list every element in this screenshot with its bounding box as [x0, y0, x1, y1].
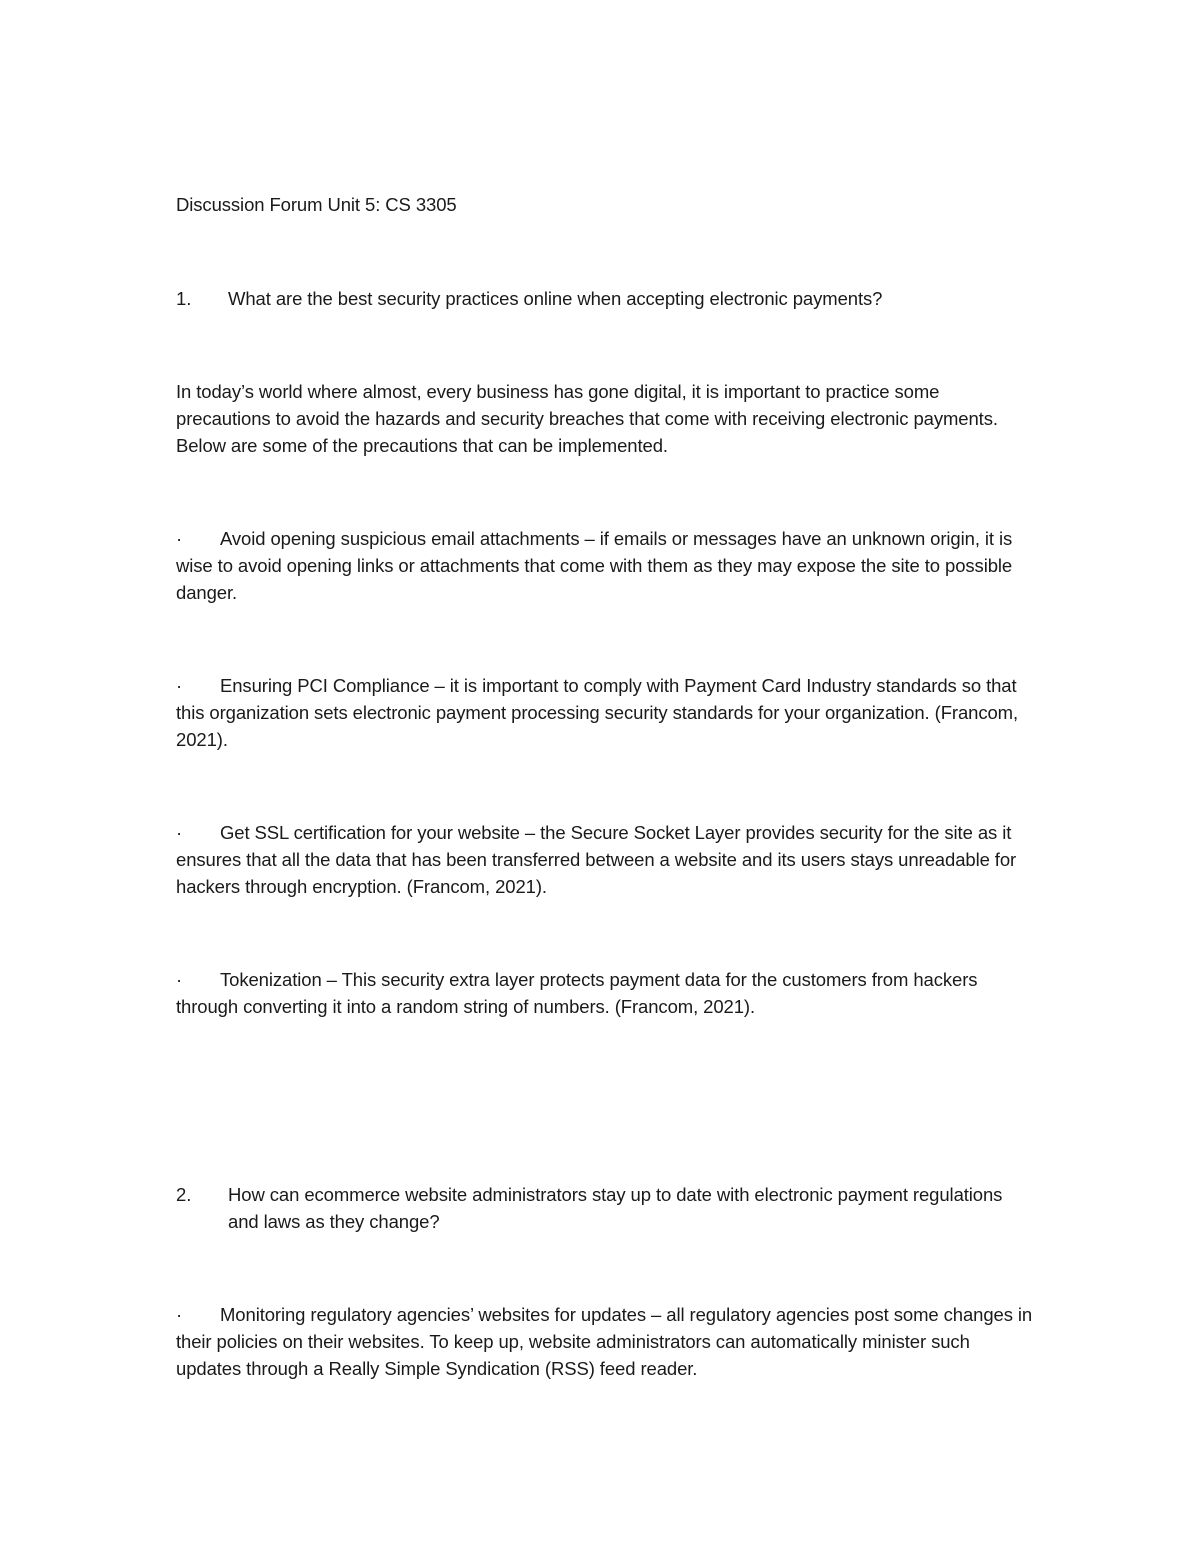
intro-paragraph: In today’s world where almost, every business has gone digital, it is important to practice some precautions to avoid the hazards and security breaches that come with receiving electronic payments. Below are some of the precautions that can be implemented.: [176, 381, 998, 456]
question-text: How can ecommerce website administrators stay up to date with electronic payment regulations and laws as they change?: [228, 1184, 1003, 1232]
document-title: Discussion Forum Unit 5: CS 3305: [176, 194, 457, 215]
bullet-icon: ·: [176, 822, 183, 843]
question-1: [176, 285, 1036, 312]
question-number: 1.: [176, 288, 192, 309]
bullet-text: Get SSL certification for your website – the Secure Socket Layer provides security for the site as it ensures that all the data that has been transferred between a website and its users stays unreadable for hackers through encryption. (Francom, 2021).: [176, 822, 1017, 897]
bullet-item: [176, 1301, 1036, 1382]
bullet-text: Ensuring PCI Compliance – it is important to comply with Payment Card Industry standards so that this organization sets electronic payment processing security standards for your organization. (Francom, 2021).: [176, 675, 1019, 750]
question-text: What are the best security practices online when accepting electronic payments?: [228, 288, 883, 309]
question-number: 2.: [176, 1184, 192, 1205]
bullet-item: [176, 672, 1036, 753]
bullet-icon: ·: [176, 969, 183, 990]
bullet-icon: ·: [176, 1304, 183, 1325]
bullet-item: [176, 525, 1036, 606]
question-2: [176, 1181, 1036, 1235]
bullet-text: Avoid opening suspicious email attachments – if emails or messages have an unknown origin, it is wise to avoid opening links or attachments that come with them as they may expose the site to possible danger.: [176, 528, 1013, 603]
bullet-item: [176, 966, 1036, 1020]
bullet-item: [176, 819, 1036, 900]
bullet-icon: ·: [176, 675, 183, 696]
bullet-text: Monitoring regulatory agencies’ websites for updates – all regulatory agencies post some changes in their policies on their websites. To keep up, website administrators can automatically minister such updates through a Really Simple Syndication (RSS) feed reader.: [176, 1304, 1033, 1379]
bullet-icon: ·: [176, 528, 183, 549]
bullet-text: Tokenization – This security extra layer protects payment data for the customers from hackers through converting it into a random string of numbers. (Francom, 2021).: [176, 969, 978, 1017]
